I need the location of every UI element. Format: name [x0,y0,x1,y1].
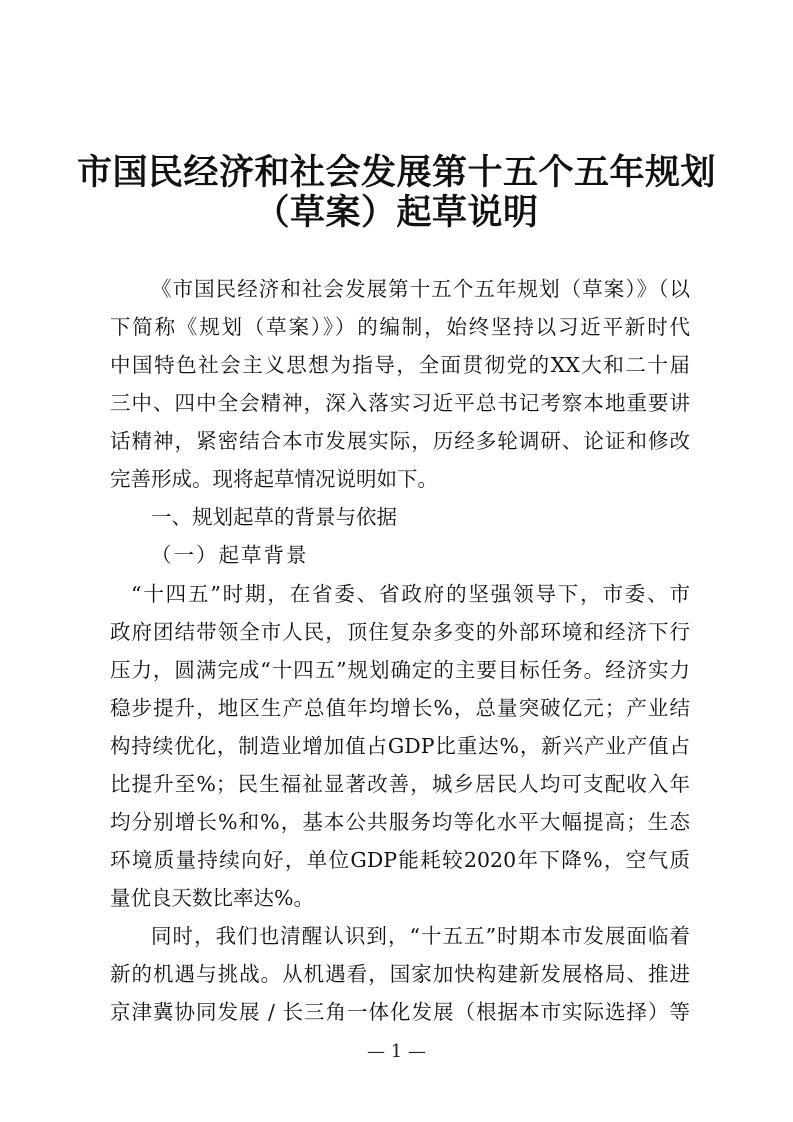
intro-paragraph-line: 《市国民经济和社会发展第十五个五年规划（草案）》（以 [151,277,690,301]
background-paragraph-line: 比提升至%；民生福祉显著改善，城乡居民人均可支配收入年 [110,772,690,796]
section-heading: 一、规划起草的背景与依据 [151,505,397,529]
background-paragraph-line: 压力，圆满完成“十四五”规划确定的主要目标任务。经济实力 [110,658,690,682]
document-title-line-2: （草案）起草说明 [254,193,539,233]
subsection-heading: （一）起草背景 [151,543,309,567]
intro-paragraph-line: 话精神，紧密结合本市发展实际，历经多轮调研、论证和修改 [110,429,690,453]
background-paragraph-line: 稳步提升，地区生产总值年均增长%，总量突破亿元；产业结 [110,696,690,720]
challenge-paragraph-line: 京津冀协同发展 / 长三角一体化发展（根据本市实际选择）等 [110,1000,690,1024]
document-title-line-1: 市国民经济和社会发展第十五个五年规划 [76,153,716,193]
background-paragraph-line: 构持续优化，制造业增加值占GDP比重达%，新兴产业产值占 [110,734,690,758]
intro-paragraph-line: 下简称《规划（草案）》）的编制，始终坚持以习近平新时代 [110,315,690,339]
background-paragraph-line: “十四五”时期，在省委、省政府的坚强领导下，市委、市 [131,582,690,606]
background-paragraph-line: 政府团结带领全市人民，顶住复杂多变的外部环境和经济下行 [110,620,690,644]
intro-paragraph-line: 中国特色社会主义思想为指导，全面贯彻党的XX大和二十届 [110,353,690,377]
background-paragraph-line: 量优良天数比率达%。 [110,886,314,910]
challenge-paragraph-line: 同时，我们也清醒认识到，“十五五”时期本市发展面临着 [151,924,690,948]
background-paragraph-line: 环境质量持续向好，单位GDP能耗较2020年下降%，空气质 [110,848,690,872]
challenge-paragraph-line: 新的机遇与挑战。从机遇看，国家加快构建新发展格局、推进 [110,962,690,986]
page-number: — 1 — [367,1041,426,1062]
intro-paragraph-line: 三中、四中全会精神，深入落实习近平总书记考察本地重要讲 [110,391,690,415]
intro-paragraph-line: 完善形成。现将起草情况说明如下。 [110,467,438,491]
background-paragraph-line: 均分别增长%和%，基本公共服务均等化水平大幅提高；生态 [110,810,690,834]
